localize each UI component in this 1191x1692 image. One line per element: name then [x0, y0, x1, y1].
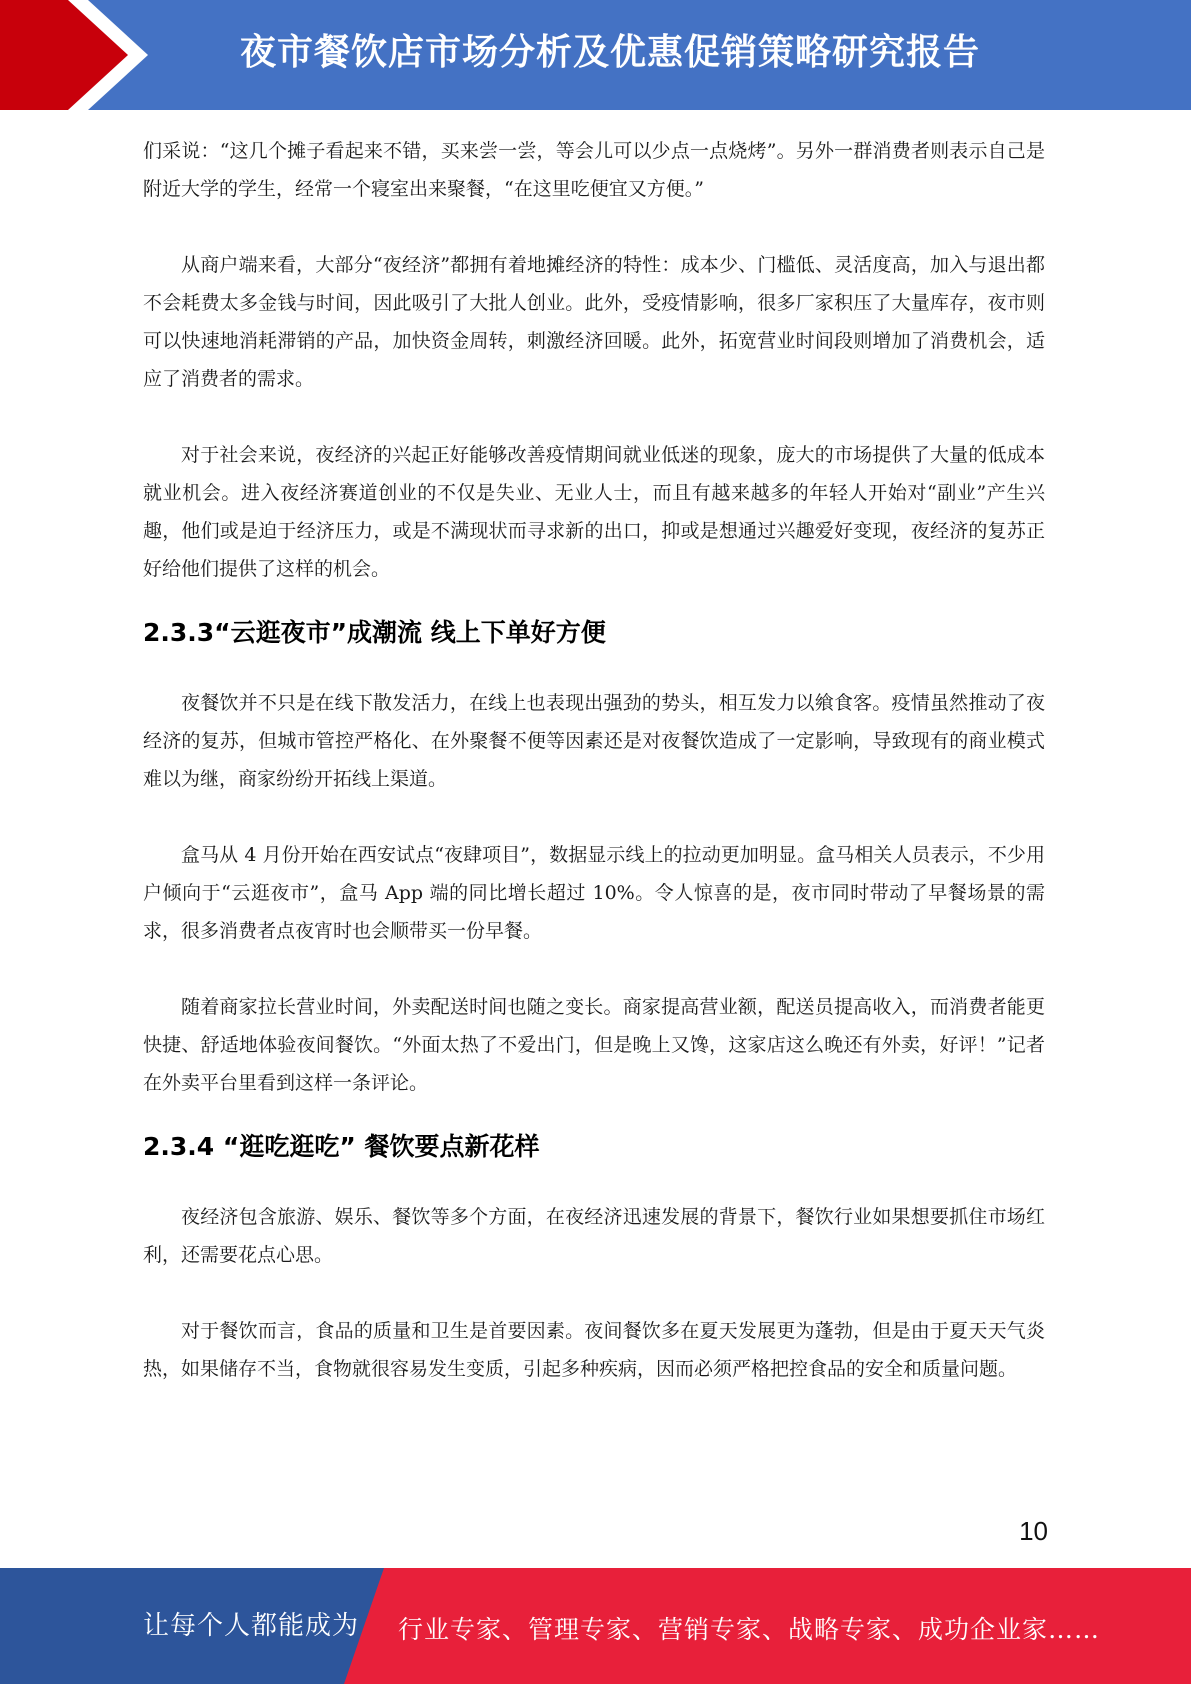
paragraph: 们采说：“这几个摊子看起来不错，买来尝一尝，等会儿可以少点一点烧烤”。另外一群消费者则表示自己是附近大学的学生，经常一个寝室出来聚餐，“在这里吃便宜又方便。” — [143, 140, 1045, 200]
paragraph: 盒马从 4 月份开始在西安试点“夜肆项目”，数据显示线上的拉动更加明显。盒马相关人员表示，不少用户倾向于“云逛夜市”，盒马 App 端的同比增长超过 10%。令人惊喜的是，夜市同时带动了早餐场景的需求，很多消费者点夜宵时也会顺带买一份早餐。 — [143, 844, 1045, 942]
section-heading: 2.3.4 “逛吃逛吃” 餐饮要点新花样 — [143, 1132, 540, 1161]
section-heading: 2.3.3“云逛夜市”成潮流 线上下单好方便 — [143, 618, 606, 647]
document-title: 夜市餐饮店市场分析及优惠促销策略研究报告 — [240, 32, 981, 73]
paragraph: 从商户端来看，大部分“夜经济”都拥有着地摊经济的特性：成本少、门槛低、灵活度高，加入与退出都不会耗费太多金钱与时间，因此吸引了大批人创业。此外，受疫情影响，很多厂家积压了大量库存，夜市则可以快速地消耗滞销的产品，加快资金周转，刺激经济回暖。此外，拓宽营业时间段则增加了消费机会，适应了消费者的需求。 — [143, 254, 1045, 390]
paragraph: 随着商家拉长营业时间，外卖配送时间也随之变长。商家提高营业额，配送员提高收入，而消费者能更快捷、舒适地体验夜间餐饮。“外面太热了不爱出门，但是晚上又馋，这家店这么晚还有外卖，好评！”记者在外卖平台里看到这样一条评论。 — [143, 996, 1045, 1094]
header-banner — [0, 0, 1191, 110]
paragraph: 夜经济包含旅游、娱乐、餐饮等多个方面，在夜经济迅速发展的背景下，餐饮行业如果想要抓住市场红利，还需要花点心思。 — [143, 1206, 1045, 1266]
page-number: 10 — [1019, 1516, 1048, 1546]
header-arrow-decoration — [0, 0, 160, 110]
footer-slogan-left: 让每个人都能成为 — [143, 1611, 360, 1641]
main-content — [143, 132, 1045, 1388]
paragraph: 夜餐饮并不只是在线下散发活力，在线上也表现出强劲的势头，相互发力以飨食客。疫情虽然推动了夜经济的复苏，但城市管控严格化、在外聚餐不便等因素还是对夜餐饮造成了一定影响，导致现有的商业模式难以为继，商家纷纷开拓线上渠道。 — [143, 692, 1045, 790]
paragraph: 对于社会来说，夜经济的兴起正好能够改善疫情期间就业低迷的现象，庞大的市场提供了大量的低成本就业机会。进入夜经济赛道创业的不仅是失业、无业人士，而且有越来越多的年轻人开始对“副业”产生兴趣，他们或是迫于经济压力，或是不满现状而寻求新的出口，抑或是想通过兴趣爱好变现，夜经济的复苏正好给他们提供了这样的机会。 — [143, 444, 1045, 580]
paragraph: 对于餐饮而言，食品的质量和卫生是首要因素。夜间餐饮多在夏天发展更为蓬勃，但是由于夏天天气炎热，如果储存不当，食物就很容易发生变质，引起多种疾病，因而必须严格把控食品的安全和质量问题。 — [143, 1320, 1045, 1380]
footer-banner — [0, 1568, 1191, 1684]
footer-slogan-right: 行业专家、管理专家、营销专家、战略专家、成功企业家…… — [398, 1615, 1101, 1644]
